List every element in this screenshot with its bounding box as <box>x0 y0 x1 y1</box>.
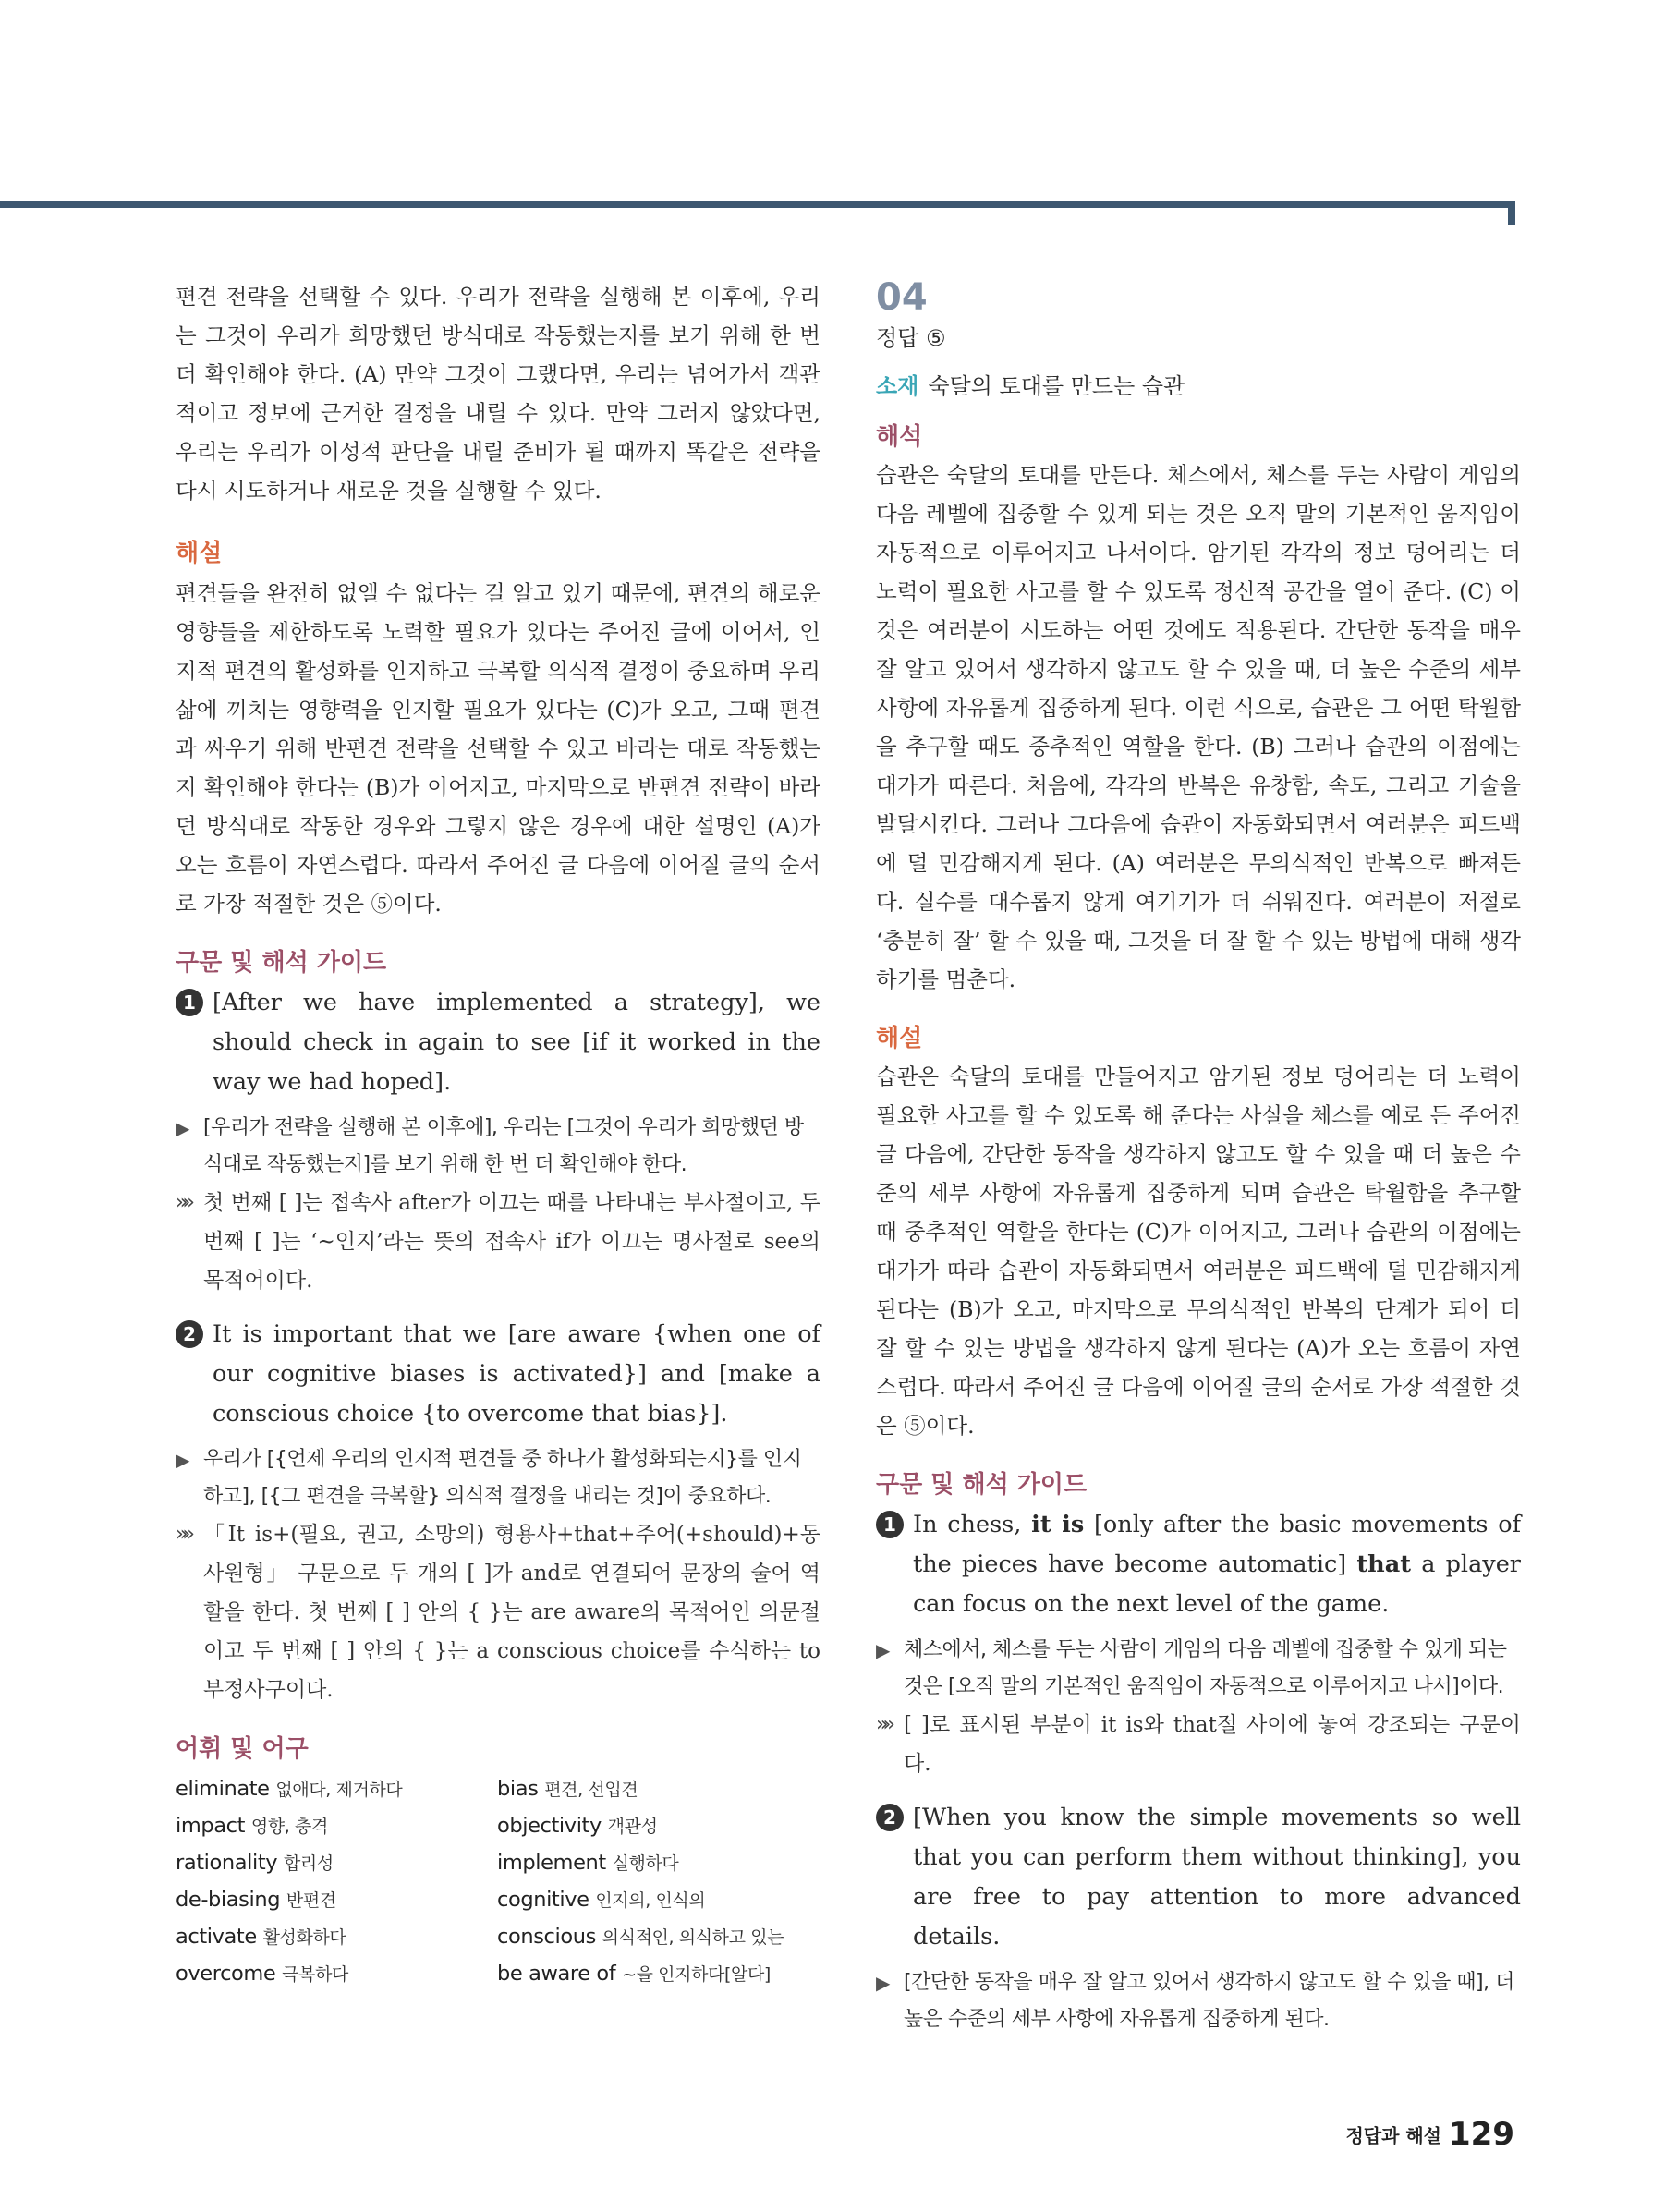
explanation-heading: 해설 <box>176 540 223 567</box>
vocab-entry: conscious 의식적인, 의식하고 있는 <box>497 1925 784 1949</box>
number-badge: 2 <box>176 1320 203 1348</box>
vocab-entry: bias 편견, 선입견 <box>497 1777 638 1801</box>
header-rule <box>0 201 1515 208</box>
korean-translation: [우리가 전략을 실행해 본 이후에], 우리는 [그것이 우리가 희망했던 방식대로 작동했는지]를 보기 위해 한 번 더 확인해야 한다. <box>203 1116 804 1176</box>
page-footer <box>1345 2116 1514 2153</box>
english-sentence: [When you know the simple movements so well that you can perform them without thinking], you are free to pay attention to more advanced details. <box>913 1804 1521 1951</box>
vocab-list <box>176 1771 820 1993</box>
topic-label: 소재 <box>876 373 919 399</box>
page-number: 129 <box>1449 2116 1514 2153</box>
guide-item-1 <box>876 1505 1521 1624</box>
vocab-entry: activate 활성화하다 <box>176 1925 346 1949</box>
grammar-note <box>876 1706 1521 1783</box>
english-sentence: In chess, it is [only after the basic movements of the pieces have become automatic] that a player can focus on the next level of the game. <box>913 1511 1522 1618</box>
double-arrow-icon: »» <box>876 1713 890 1736</box>
translation-paragraph: 습관은 숙달의 토대를 만든다. 체스에서, 체스를 두는 사람이 게임의 다음 레벨에 집중할 수 있게 되는 것은 오직 말의 기본적인 움직임이 자동적으로 이루어지고 나서이다. 암기된 각각의 정보 덩어리는 더 노력이 필요한 사고를 할 수 있도록 정신적 공간을 열어 준다. (C) 이것은 여러분이 시도하는 어떤 것에도 적용된다. 간단한 동작을 매우 잘 알고 있어서 생각하지 않고도 할 수 있을 때, 더 높은 수준의 세부 사항에 자유롭게 집중하게 된다. 이런 식으로, 습관은 그 어떤 탁월함을 추구할 때도 중추적인 역할을 한다. (B) 그러나 습관의 이점에는 대가가 따른다. 처음에, 각각의 반복은 유창함, 속도, 그리고 기술을 발달시킨다. 그러나 그다음에 습관이 자동화되면서 여러분은 피드백에 덜 민감해지게 된다. (A) 여러분은 무의식적인 반복으로 빠져든다. 실수를 대수롭지 않게 여기기가 더 쉬워진다. 여러분이 저절로 ‘충분히 잘’ 할 수 있을 때, 그것을 더 잘 할 수 있는 방법에 대해 생각하기를 멈춘다. <box>876 462 1521 992</box>
vocab-entry: cognitive 인지의, 인식의 <box>497 1888 706 1912</box>
grammar-note <box>176 1184 820 1300</box>
vocab-entry: rationality 합리성 <box>176 1851 334 1875</box>
vocab-entry: impact 영향, 충격 <box>176 1814 328 1838</box>
double-arrow-icon: »» <box>176 1191 189 1214</box>
number-badge: 1 <box>876 1511 904 1538</box>
guide-item-2 <box>876 1798 1521 1957</box>
vocab-entry: implement 실행하다 <box>497 1851 679 1875</box>
note-text: [ ]로 표시된 부분이 it is와 that절 사이에 놓여 강조되는 구문이다. <box>904 1713 1521 1776</box>
guide-item-1 <box>176 983 820 1102</box>
topic-line <box>876 368 1521 405</box>
vocab-heading: 어휘 및 어구 <box>176 1735 309 1763</box>
vocab-entry: de-biasing 반편견 <box>176 1888 336 1912</box>
vocab-entry: overcome 극복하다 <box>176 1962 348 1986</box>
guide-heading: 구문 및 해석 가이드 <box>876 1471 1088 1499</box>
number-badge: 2 <box>876 1804 904 1831</box>
english-sentence: It is important that we [are aware {when one of our cognitive biases is activated}] and [make a conscious choice {to overcome that bias}]. <box>213 1320 820 1428</box>
triangle-bullet-icon: ▶ <box>176 1449 190 1471</box>
left-column <box>176 277 820 1993</box>
translation-line <box>876 1964 1521 2038</box>
number-badge: 1 <box>176 989 203 1016</box>
note-text: 「It is+(필요, 권고, 소망의) 형용사+that+주어(+should)+동사원형」 구문으로 두 개의 [ ]가 and로 연결되어 문장의 술어 역할을 한다. 첫 번째 [ ] 안의 { }는 are aware의 목적어인 의문절이고 두 번째 [ ] 안의 { }는 a conscious choice를 수식하는 to부정사구이다. <box>203 1523 820 1702</box>
question-number: 04 <box>876 276 928 319</box>
translation-line <box>176 1110 820 1184</box>
korean-translation: [간단한 동작을 매우 잘 알고 있어서 생각하지 않고도 할 수 있을 때], 더 높은 수준의 세부 사항에 자유롭게 집중하게 된다. <box>904 1971 1514 2031</box>
korean-translation: 체스에서, 체스를 두는 사람이 게임의 다음 레벨에 집중할 수 있게 되는 것은 [오직 말의 기본적인 움직임이 자동적으로 이루어지고 나서]이다. <box>904 1638 1507 1698</box>
right-column <box>876 277 1521 2038</box>
triangle-bullet-icon: ▶ <box>876 1639 891 1661</box>
guide-item-2 <box>176 1315 820 1434</box>
intro-paragraph: 편견 전략을 선택할 수 있다. 우리가 전략을 실행해 본 이후에, 우리는 그것이 우리가 희망했던 방식대로 작동했는지를 보기 위해 한 번 더 확인해야 한다. (A) 만약 그것이 그랬다면, 우리는 넘어가서 객관적이고 정보에 근거한 결정을 내릴 수 있다. 만약 그러지 않았다면, 우리는 우리가 이성적 판단을 내릴 준비가 될 때까지 똑같은 전략을 다시 시도하거나 새로운 것을 실행할 수 있다. <box>176 284 820 504</box>
vocab-entry: objectivity 객관성 <box>497 1814 658 1838</box>
double-arrow-icon: »» <box>176 1523 189 1546</box>
triangle-bullet-icon: ▶ <box>876 1972 891 1994</box>
explanation-heading: 해설 <box>876 1025 923 1052</box>
korean-translation: 우리가 [{언제 우리의 인지적 편견들 중 하나가 활성화되는지}를 인지하고], [{그 편견을 극복할} 의식적 결정을 내리는 것]이 중요하다. <box>203 1448 802 1508</box>
grammar-note <box>176 1515 820 1709</box>
vocab-entry: eliminate 없애다, 제거하다 <box>176 1777 403 1801</box>
note-text: 첫 번째 [ ]는 접속사 after가 이끄는 때를 나타내는 부사절이고, 두 번째 [ ]는 ‘~인지’라는 뜻의 접속사 if가 이끄는 명사절로 see의 목적어이다. <box>203 1191 820 1293</box>
explanation-paragraph: 편견들을 완전히 없앨 수 없다는 걸 알고 있기 때문에, 편견의 해로운 영향들을 제한하도록 노력할 필요가 있다는 주어진 글에 이어서, 인지적 편견의 활성화를 인지하고 극복할 의식적 결정이 중요하며 우리 삶에 끼치는 영향력을 인지할 필요가 있다는 (C)가 오고, 그때 편견과 싸우기 위해 반편견 전략을 선택할 수 있고 바라는 대로 작동했는지 확인해야 한다는 (B)가 이어지고, 마지막으로 반편견 전략이 바라던 방식대로 작동한 경우와 그렇지 않은 경우에 대한 설명인 (A)가 오는 흐름이 자연스럽다. 따라서 주어진 글 다음에 이어질 글의 순서로 가장 적절한 것은 ⑤이다. <box>176 580 820 917</box>
triangle-bullet-icon: ▶ <box>176 1117 190 1139</box>
english-sentence: [After we have implemented a strategy], we should check in again to see [if it worked in the way we had hoped]. <box>213 989 820 1096</box>
footer-label: 정답과 해설 <box>1345 2124 1442 2147</box>
translation-line <box>876 1632 1521 1706</box>
answer-label: 정답 ⑤ <box>876 325 946 351</box>
guide-heading: 구문 및 해석 가이드 <box>176 949 387 977</box>
header-rule-tick <box>1508 201 1515 225</box>
translation-line <box>176 1441 820 1515</box>
vocab-entry: be aware of ~을 인지하다[알다] <box>497 1962 771 1986</box>
explanation-paragraph: 습관은 숙달의 토대를 만들어지고 암기된 정보 덩어리는 더 노력이 필요한 사고를 할 수 있도록 해 준다는 사실을 체스를 예로 든 주어진 글 다음에, 간단한 동작을 생각하지 않고도 할 수 있을 때 더 높은 수준의 세부 사항에 자유롭게 집중하게 되며 습관은 탁월함을 추구할 때 중추적인 역할을 한다는 (C)가 이어지고, 그러나 습관의 이점에는 대가가 따라 습관이 자동화되면서 여러분은 피드백에 덜 민감해지게 된다는 (B)가 오고, 마지막으로 무의식적인 반복의 단계가 되어 더 잘 할 수 있는 방법을 생각하지 않게 된다는 (A)가 오는 흐름이 자연스럽다. 따라서 주어진 글 다음에 이어질 글의 순서로 가장 적절한 것은 ⑤이다. <box>876 1063 1521 1439</box>
translation-heading: 해석 <box>876 423 923 451</box>
topic-text: 숙달의 토대를 만드는 습관 <box>928 373 1185 399</box>
